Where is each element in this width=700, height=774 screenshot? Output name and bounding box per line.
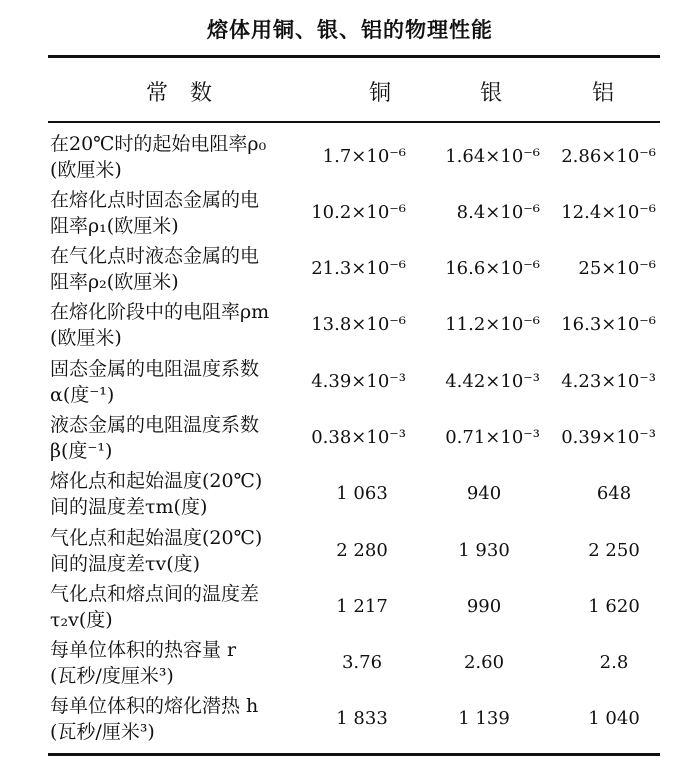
param-line-2: (瓦秒/度厘米³) <box>50 665 174 687</box>
value-silver: 0.71×10⁻³ <box>445 427 540 448</box>
value-copper: 1 063 <box>336 483 388 504</box>
header-copper: 铜 <box>369 81 392 106</box>
header-parameter: 常数 <box>146 81 235 106</box>
param-line-2: 间的温度差τv(度) <box>50 553 201 575</box>
top-rule <box>48 55 660 58</box>
value-silver: 1.64×10⁻⁶ <box>445 146 540 167</box>
value-silver: 1 139 <box>458 708 510 729</box>
bottom-rule <box>48 753 660 756</box>
value-aluminum: 2.86×10⁻⁶ <box>561 146 656 167</box>
value-aluminum: 25×10⁻⁶ <box>578 258 656 279</box>
table-title: 熔体用铜、银、铝的物理性能 <box>207 18 493 42</box>
value-aluminum: 4.23×10⁻³ <box>561 371 656 392</box>
param-line-2: 阻率ρ₁(欧厘米) <box>50 215 179 237</box>
param-line-1: 在20℃时的起始电阻率ρ₀ <box>50 133 267 155</box>
header-silver: 银 <box>480 81 503 106</box>
value-copper: 1 833 <box>336 708 388 729</box>
param-line-2: β(度⁻¹) <box>50 440 113 462</box>
value-copper: 13.8×10⁻⁶ <box>311 314 406 335</box>
param-line-2: (欧厘米) <box>50 159 122 181</box>
param-line-1: 液态金属的电阻温度系数 <box>50 414 260 436</box>
value-silver: 2.60 <box>463 652 505 673</box>
value-aluminum: 16.3×10⁻⁶ <box>561 314 656 335</box>
param-line-1: 气化点和起始温度(20℃) <box>50 527 263 549</box>
param-line-1: 在熔化阶段中的电阻率ρm <box>50 301 270 323</box>
value-copper: 10.2×10⁻⁶ <box>311 202 406 223</box>
value-copper: 21.3×10⁻⁶ <box>311 258 406 279</box>
value-silver: 1 930 <box>458 540 510 561</box>
param-line-2: α(度⁻¹) <box>50 384 115 406</box>
param-line-2: τ₂v(度) <box>50 609 113 631</box>
header-aluminum: 铝 <box>592 81 615 106</box>
param-line-2: 阻率ρ₂(欧厘米) <box>50 271 179 293</box>
param-line-2: 间的温度差τm(度) <box>50 496 208 518</box>
value-aluminum: 12.4×10⁻⁶ <box>561 202 656 223</box>
value-silver: 8.4×10⁻⁶ <box>456 202 540 223</box>
value-copper: 1.7×10⁻⁶ <box>322 146 406 167</box>
param-line-1: 每单位体积的熔化潜热 h <box>50 695 259 717</box>
param-line-1: 每单位体积的热容量 r <box>50 639 237 661</box>
param-line-2: (欧厘米) <box>50 327 122 349</box>
value-aluminum: 1 620 <box>588 596 640 617</box>
value-aluminum: 1 040 <box>588 708 640 729</box>
value-copper: 4.39×10⁻³ <box>311 371 406 392</box>
value-aluminum: 2.8 <box>599 652 629 673</box>
value-silver: 940 <box>466 483 502 504</box>
value-aluminum: 648 <box>596 483 632 504</box>
param-line-1: 气化点和熔点间的温度差 <box>50 583 260 605</box>
param-line-1: 在熔化点时固态金属的电 <box>50 189 260 211</box>
header-rule <box>48 121 660 123</box>
value-copper: 0.38×10⁻³ <box>311 427 406 448</box>
value-silver: 16.6×10⁻⁶ <box>445 258 540 279</box>
value-silver: 4.42×10⁻³ <box>445 371 540 392</box>
value-copper: 2 280 <box>336 540 388 561</box>
value-copper: 3.76 <box>341 652 383 673</box>
value-aluminum: 0.39×10⁻³ <box>561 427 656 448</box>
param-line-1: 在气化点时液态金属的电 <box>50 245 260 267</box>
value-silver: 990 <box>466 596 502 617</box>
value-aluminum: 2 250 <box>588 540 640 561</box>
value-copper: 1 217 <box>336 596 388 617</box>
value-silver: 11.2×10⁻⁶ <box>445 314 540 335</box>
param-line-1: 熔化点和起始温度(20℃) <box>50 470 263 492</box>
param-line-1: 固态金属的电阻温度系数 <box>50 358 260 380</box>
param-line-2: (瓦秒/厘米³) <box>50 721 155 743</box>
